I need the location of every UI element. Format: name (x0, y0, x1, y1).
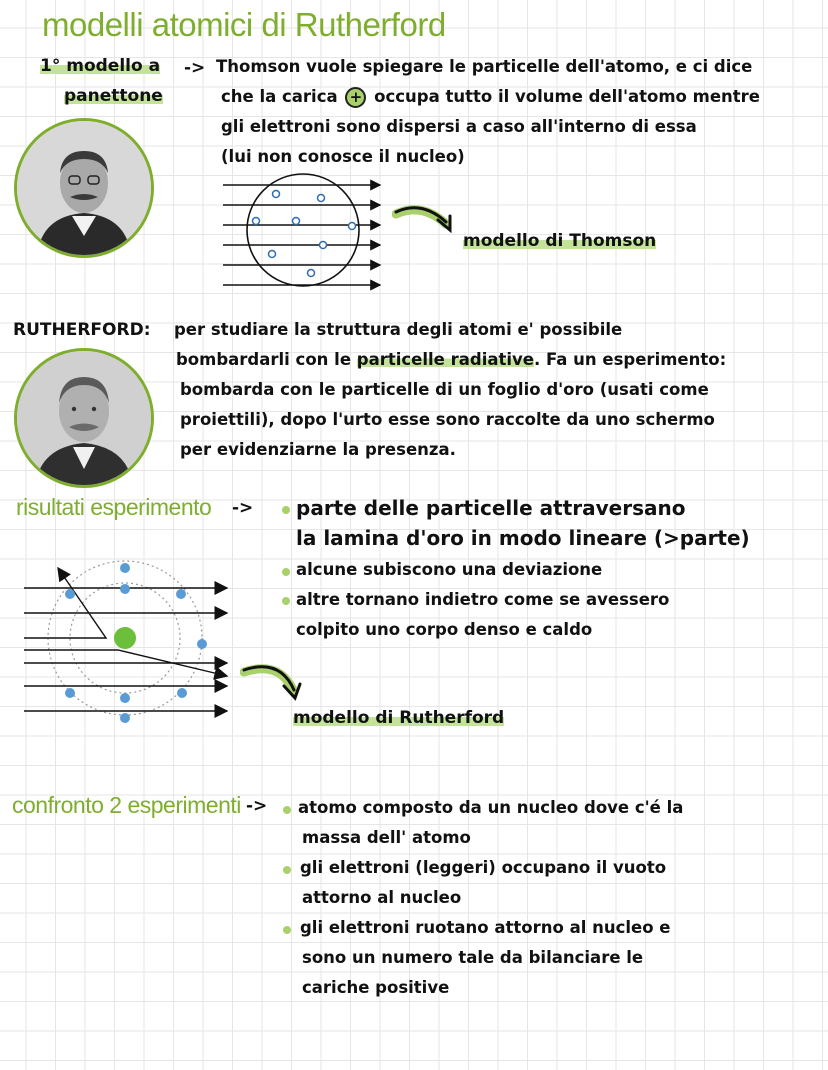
rutherford-caption-text: modello di Rutherford (293, 708, 505, 728)
section1-line3: gli elettroni sono dispersi a caso all'interno di essa (221, 117, 697, 136)
section1-label-line2: panettone (64, 86, 163, 106)
section3-bullet-1a: parte delle particelle attraversano (296, 496, 686, 520)
page-title: modelli atomici di Rutherford (42, 6, 446, 43)
section3-bullet-dot-2 (282, 568, 290, 576)
section1-line1: Thomson vuole spiegare le particelle dell'atomo, e ci dice (216, 57, 753, 76)
section2-line5: per evidenziarne la presenza. (180, 440, 456, 459)
section3-bullet-2: alcune subiscono una deviazione (296, 560, 603, 579)
section4-bullet-3b: sono un numero tale da bilanciare le (302, 948, 644, 967)
section3-bullet-3a: altre tornano indietro come se avessero (296, 590, 670, 609)
thomson-caption (463, 231, 656, 251)
section4-label: confronto 2 esperimenti (12, 792, 241, 818)
section4-bullet-2b: attorno al nucleo (302, 888, 462, 907)
section3-bullet-dot-3 (282, 597, 290, 605)
section1-line4: (lui non conosce il nucleo) (221, 147, 465, 166)
section3-bullet-1b: la lamina d'oro in modo lineare (>parte) (296, 526, 750, 550)
section4-bullet-dot-1 (283, 806, 291, 814)
section3-bullet-dot-1 (282, 506, 290, 514)
plus-charge-icon: + (345, 87, 366, 108)
rutherford-diagram (22, 558, 234, 724)
thomson-caption-text: modello di Thomson (463, 231, 657, 251)
section1-label (40, 56, 160, 76)
thomson-diagram (218, 168, 388, 294)
curved-arrow-icon-2 (240, 660, 306, 706)
section4-bullet-3c: cariche positive (302, 978, 450, 997)
section3-label: risultati esperimento (16, 494, 212, 520)
section4-bullet-3a: gli elettroni ruotano attorno al nucleo e (300, 918, 671, 937)
section2-line4: proiettili), dopo l'urto esse sono raccolte da uno schermo (180, 410, 715, 429)
section1-arrow: -> (184, 58, 206, 78)
section4-bullet-2a: gli elettroni (leggeri) occupano il vuoto (300, 858, 667, 877)
section2-line3: bombarda con le particelle di un foglio d'oro (usati come (180, 380, 709, 399)
thomson-portrait (14, 118, 154, 258)
section3-bullet-3b: colpito uno corpo denso e caldo (296, 620, 593, 639)
section4-bullet-dot-3 (283, 926, 291, 934)
section1-line2-b: occupa tutto il volume dell'atomo mentre (374, 87, 760, 106)
section1-line2 (221, 87, 760, 108)
rutherford-portrait (14, 348, 154, 488)
section4-arrow: -> (246, 796, 268, 816)
section2-label: RUTHERFORD: (13, 320, 151, 340)
section2-line1: per studiare la struttura degli atomi e' possibile (174, 320, 623, 339)
section2-line2-a: bombardarli con le (176, 350, 352, 369)
section2-line2-b: . Fa un esperimento: (533, 350, 727, 369)
section1-label-2 (64, 86, 163, 106)
curved-arrow-icon (392, 200, 458, 240)
rutherford-caption (293, 708, 504, 728)
section4-bullet-dot-2 (283, 866, 291, 874)
section2-highlight: particelle radiative (356, 350, 534, 369)
section4-bullet-1a: atomo composto da un nucleo dove c'é la (298, 798, 684, 817)
section1-line2-a: che la carica (221, 87, 338, 106)
section3-arrow: -> (232, 498, 254, 518)
section4-bullet-1b: massa dell' atomo (302, 828, 471, 847)
section1-label-line1: 1° modello a (40, 56, 161, 76)
section2-line2 (176, 350, 726, 369)
